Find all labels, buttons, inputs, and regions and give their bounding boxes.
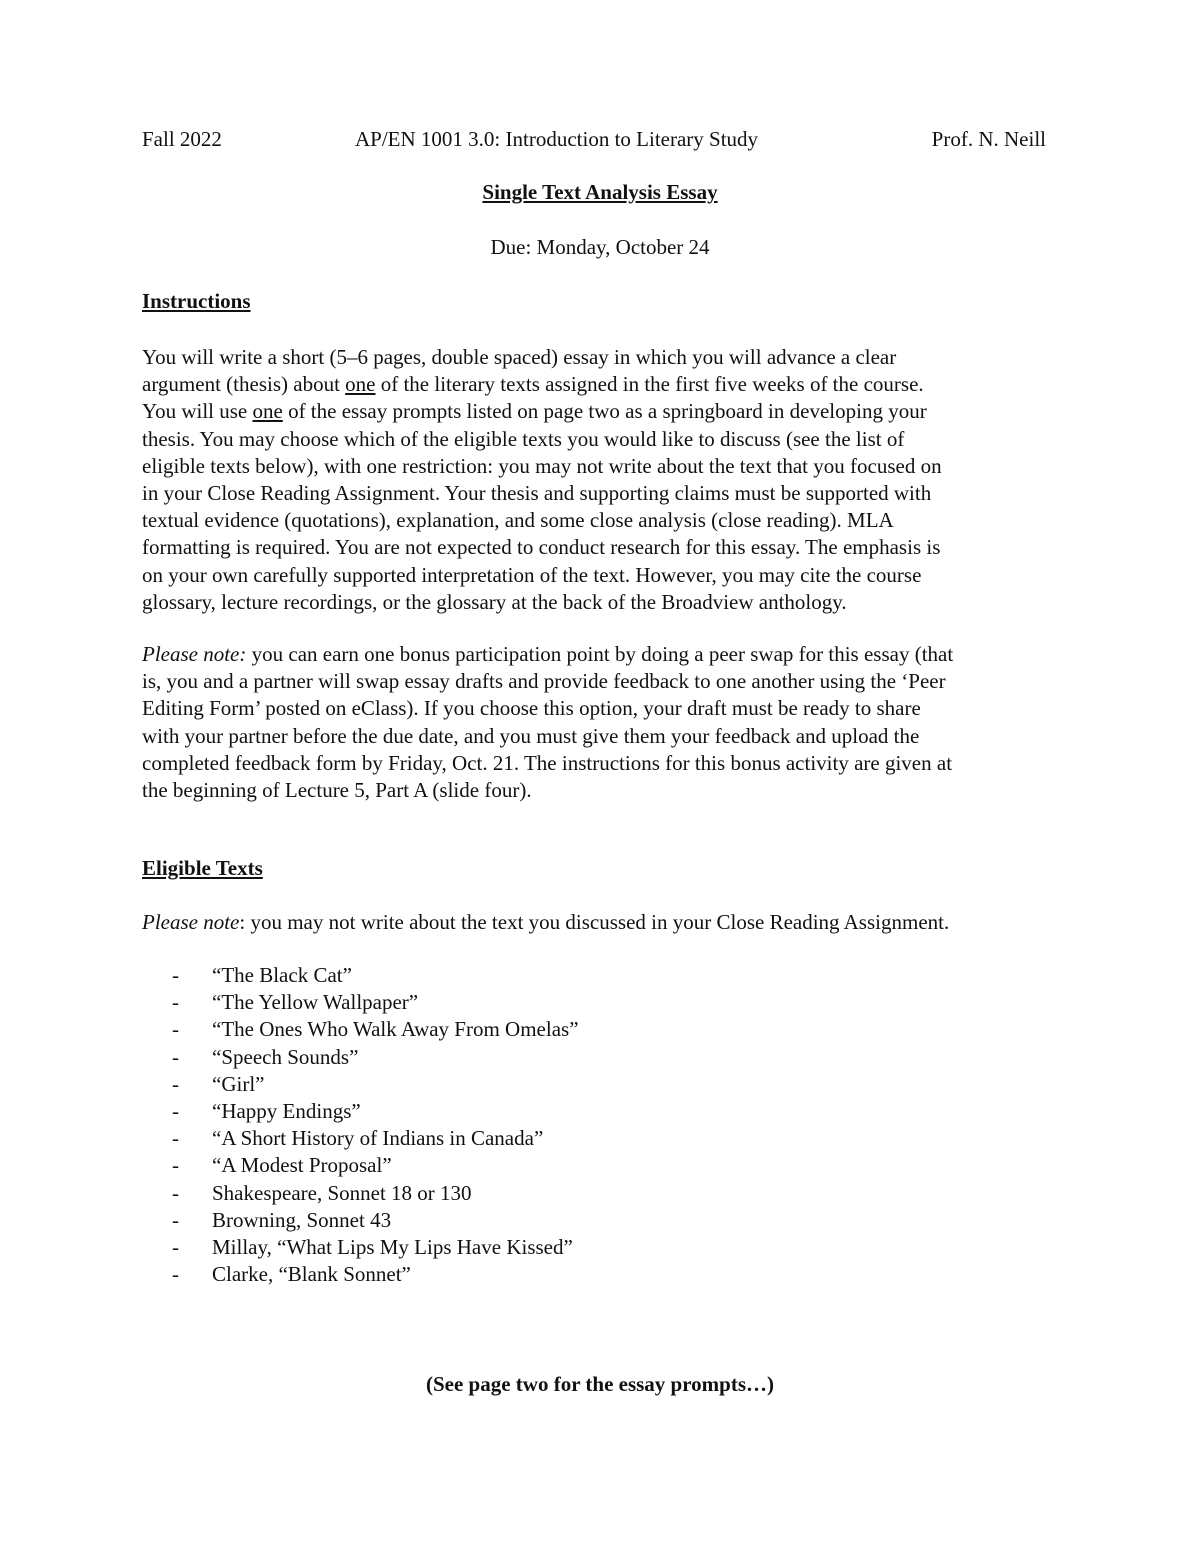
instructor-name: Prof. N. Neill <box>931 127 1046 151</box>
list-item-text: “Speech Sounds” <box>212 1044 359 1069</box>
text-run: of the literary texts assigned in the first five weeks of the course. <box>375 372 924 397</box>
bullet-dash: - <box>172 1153 179 1178</box>
bullet-dash: - <box>172 1126 179 1151</box>
list-item <box>172 1125 579 1152</box>
list-item <box>172 1180 579 1207</box>
bullet-dash: - <box>172 1262 179 1287</box>
list-item-text: “The Black Cat” <box>212 963 352 987</box>
paragraph-line: glossary, lecture recordings, or the glossary at the back of the Broadview anthology. <box>142 589 847 614</box>
list-item <box>172 1152 579 1179</box>
list-item <box>172 1016 579 1043</box>
page-two-note: (See page two for the essay prompts…) <box>425 1372 775 1396</box>
underlined-emphasis: one <box>345 372 376 397</box>
bullet-dash: - <box>172 1207 179 1232</box>
list-item-text: Millay, “What Lips My Lips Have Kissed” <box>212 1235 573 1260</box>
list-item <box>172 1207 579 1234</box>
paragraph-line: You will write a short (5–6 pages, double spaced) essay in which you will advance a clear <box>142 345 897 369</box>
paragraph-line: thesis. You may choose which of the eligible texts you would like to discuss (see the list of <box>142 426 905 451</box>
list-item <box>172 1261 579 1288</box>
bullet-dash: - <box>172 963 179 987</box>
list-item <box>172 1098 579 1125</box>
list-item-text: Browning, Sonnet 43 <box>212 1207 392 1232</box>
list-item-text: “The Yellow Wallpaper” <box>212 990 419 1015</box>
paragraph-line: the beginning of Lecture 5, Part A (slide four). <box>142 778 532 803</box>
list-item-text: “Happy Endings” <box>212 1099 361 1124</box>
note-label: Please note <box>142 910 240 934</box>
text-run: of the essay prompts listed on page two as a springboard in developing your <box>282 399 927 424</box>
bullet-dash: - <box>172 1044 179 1069</box>
paragraph-line: on your own carefully supported interpretation of the text. However, you may cite the course <box>142 562 922 587</box>
bullet-dash: - <box>172 1099 179 1124</box>
course-title: AP/EN 1001 3.0: Introduction to Literary Study <box>355 127 759 151</box>
list-item <box>172 1071 579 1098</box>
bullet-dash: - <box>172 1017 179 1042</box>
list-item <box>172 1044 579 1071</box>
term-label: Fall 2022 <box>142 127 222 151</box>
bullet-dash: - <box>172 990 179 1015</box>
list-item <box>172 989 579 1016</box>
list-item <box>172 962 579 989</box>
paragraph-line: Editing Form’ posted on eClass). If you choose this option, your draft must be ready to share <box>142 696 921 721</box>
list-item-text: “The Ones Who Walk Away From Omelas” <box>212 1017 579 1042</box>
instructions-heading: Instructions <box>142 289 251 313</box>
paragraph-line: formatting is required. You are not expected to conduct research for this essay. The emphasis is <box>142 535 941 560</box>
list-item-text: “A Short History of Indians in Canada” <box>212 1126 544 1151</box>
paragraph-line: completed feedback form by Friday, Oct. 21. The instructions for this bonus activity are given at <box>142 750 953 775</box>
note-label: Please note: <box>142 642 247 666</box>
text-run: you can earn one bonus participation point by doing a peer swap for this essay (that <box>246 642 954 666</box>
due-date: Due: Monday, October 24 <box>490 235 710 259</box>
paragraph-line <box>142 398 1062 425</box>
bullet-dash: - <box>172 1235 179 1260</box>
list-item-text: Clarke, “Blank Sonnet” <box>212 1262 411 1287</box>
bullet-dash: - <box>172 1071 179 1096</box>
paragraph-line <box>142 641 1062 668</box>
page-header <box>142 124 1046 154</box>
paragraph-line <box>142 909 1062 936</box>
paragraph-line: in your Close Reading Assignment. Your thesis and supporting claims must be supported with <box>142 481 932 506</box>
paragraph-line: is, you and a partner will swap essay drafts and provide feedback to one another using the ‘Peer <box>142 669 946 694</box>
list-item-text: “Girl” <box>212 1071 265 1096</box>
paragraph-line: eligible texts below), with one restriction: you may not write about the text that you focused on <box>142 453 942 478</box>
bonus-note-paragraph <box>142 641 1062 804</box>
document-title: Single Text Analysis Essay <box>482 180 718 204</box>
underlined-emphasis: one <box>252 399 283 424</box>
paragraph-line: textual evidence (quotations), explanation, and some close analysis (close reading). MLA <box>142 508 894 533</box>
eligible-texts-list <box>172 962 579 1288</box>
text-run: argument (thesis) about <box>142 372 346 397</box>
instructions-paragraph <box>142 344 1062 616</box>
text-run: : you may not write about the text you discussed in your Close Reading Assignment. <box>239 910 950 934</box>
list-item-text: Shakespeare, Sonnet 18 or 130 <box>212 1180 472 1205</box>
text-run: You will use <box>142 399 253 424</box>
paragraph-line: with your partner before the due date, and you must give them your feedback and upload the <box>142 723 920 748</box>
bullet-dash: - <box>172 1180 179 1205</box>
list-item-text: “A Modest Proposal” <box>212 1153 392 1178</box>
list-item <box>172 1234 579 1261</box>
eligible-texts-heading: Eligible Texts <box>142 856 263 880</box>
paragraph-line <box>142 371 1062 398</box>
eligible-texts-note <box>142 909 1062 936</box>
